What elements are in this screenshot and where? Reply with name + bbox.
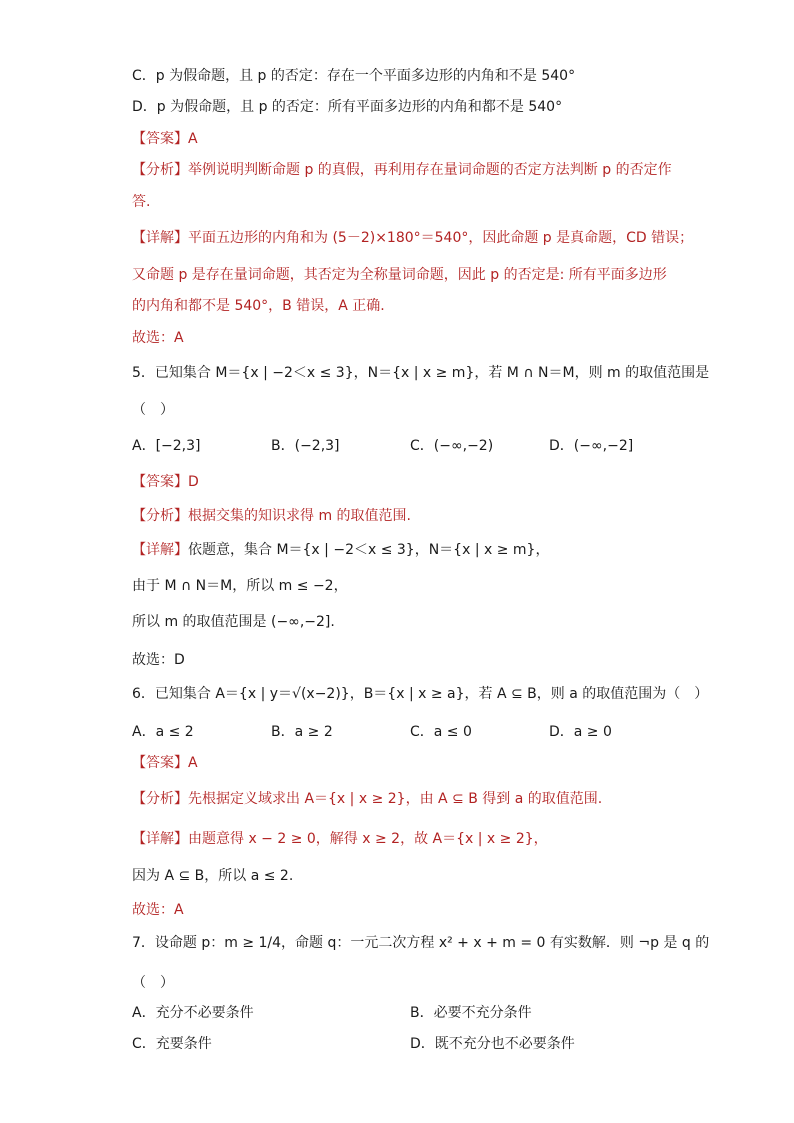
q5-detail-l2: 由于 M ∩ N＝M，所以 m ≤ −2， [132, 578, 348, 594]
q5-option-b: B．(−2,3] [271, 438, 340, 454]
q5-detail [132, 540, 549, 560]
detail-tag: 【详解】 [132, 542, 188, 558]
q4-analysis-cont: 答. [132, 194, 151, 210]
detail-text: 依题意，集合 M＝{x | −2＜x ≤ 3}，N＝{x | x ≥ m}， [188, 542, 550, 558]
q4-detail-l3: 的内角和都不是 540°，B 错误，A 正确. [132, 298, 385, 314]
analysis-text: 举例说明判断命题 p 的真假，再利用存在量词命题的否定方法判断 p 的否定作 [188, 162, 672, 178]
analysis-text: 先根据定义域求出 A＝{x | x ≥ 2}，由 A ⊆ B 得到 a 的取值范围. [188, 791, 603, 807]
q5-option-a: A．[−2,3] [132, 438, 201, 454]
q4-option-c: C．p 为假命题，且 p 的否定：存在一个平面多边形的内角和不是 540° [132, 68, 576, 84]
answer-tag: 【答案】 [132, 474, 188, 490]
answer-value: D [188, 474, 199, 490]
detail-tag: 【详解】 [132, 831, 188, 847]
q6-choice: 故选：A [132, 902, 184, 918]
q5-choice: 故选：D [132, 652, 185, 668]
q6-option-b: B．a ≥ 2 [271, 724, 333, 740]
q5-option-d: D．(−∞,−2] [549, 438, 634, 454]
answer-value: A [188, 131, 198, 147]
q6-option-c: C．a ≤ 0 [410, 724, 472, 740]
answer-value: A [188, 755, 198, 771]
q5-answer [132, 472, 199, 492]
answer-tag: 【答案】 [132, 131, 188, 147]
q6-answer [132, 753, 198, 773]
q4-choice: 故选：A [132, 330, 184, 346]
analysis-tag: 【分析】 [132, 508, 188, 524]
q6-detail [132, 829, 548, 849]
q5-detail-l3: 所以 m 的取值范围是 (−∞,−2]. [132, 614, 335, 630]
q6-option-a: A．a ≤ 2 [132, 724, 194, 740]
q4-detail-l2: 又命题 p 是存在量词命题，其否定为全称量词命题，因此 p 的否定是: 所有平面多边形 [132, 267, 667, 283]
q7-option-c: C．充要条件 [132, 1036, 212, 1052]
q7-stem: 7．设命题 p：m ≥ 1/4，命题 q：一元二次方程 x² + x + m = 0 有实数解．则 ¬p 是 q 的 [132, 935, 710, 951]
detail-tag: 【详解】 [132, 230, 188, 246]
analysis-tag: 【分析】 [132, 791, 188, 807]
q4-answer [132, 129, 198, 149]
q7-option-d: D．既不充分也不必要条件 [410, 1036, 575, 1052]
q5-option-c: C．(−∞,−2) [410, 438, 494, 454]
q7-option-a: A．充分不必要条件 [132, 1005, 254, 1021]
analysis-text: 根据交集的知识求得 m 的取值范围. [188, 508, 411, 524]
q7-option-b: B．必要不充分条件 [410, 1005, 532, 1021]
q6-option-d: D．a ≥ 0 [549, 724, 612, 740]
q5-stem-bracket: （ ） [132, 402, 174, 418]
q5-analysis [132, 506, 411, 526]
analysis-tag: 【分析】 [132, 162, 188, 178]
q6-analysis [132, 789, 602, 809]
detail-text: 平面五边形的内角和为 (5－2)×180°＝540°，因此命题 p 是真命题，CD 错误； [188, 230, 694, 246]
q7-stem-bracket: （ ） [132, 975, 174, 991]
q4-detail [132, 228, 693, 248]
q6-stem: 6．已知集合 A＝{x | y＝√(x−2)}，B＝{x | x ≥ a}，若 A ⊆ B，则 a 的取值范围为（ ） [132, 686, 709, 702]
answer-tag: 【答案】 [132, 755, 188, 771]
q6-detail-l2: 因为 A ⊆ B，所以 a ≤ 2. [132, 868, 294, 884]
q4-analysis [132, 160, 672, 180]
detail-text: 由题意得 x − 2 ≥ 0，解得 x ≥ 2，故 A＝{x | x ≥ 2}， [188, 831, 548, 847]
q4-option-d: D．p 为假命题，且 p 的否定：所有平面多边形的内角和都不是 540° [132, 99, 563, 115]
q5-stem: 5．已知集合 M＝{x | −2＜x ≤ 3}，N＝{x | x ≥ m}，若 M ∩ N＝M，则 m 的取值范围是 [132, 365, 710, 381]
